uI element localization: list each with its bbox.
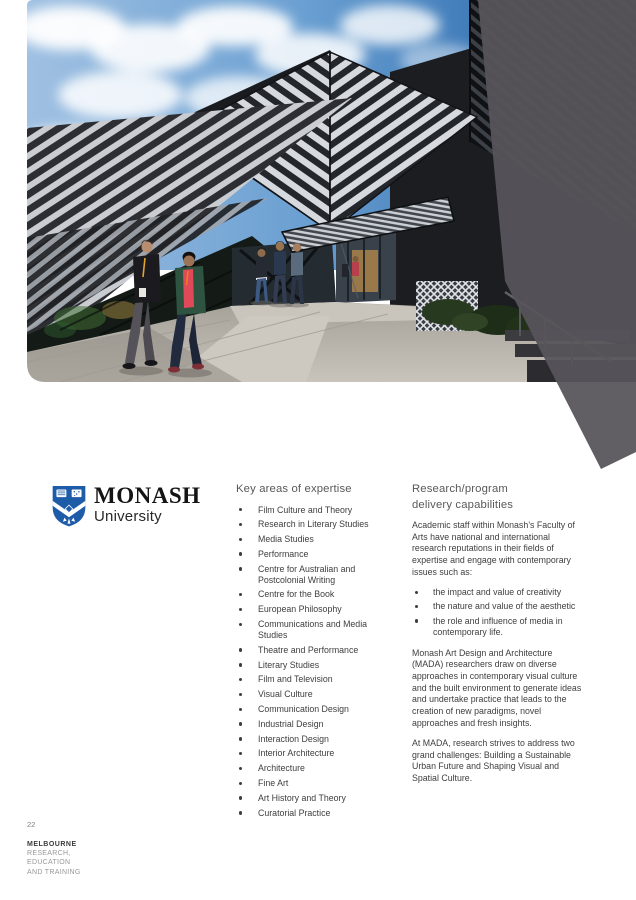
list-item: Theatre and Performance (236, 645, 390, 656)
list-item: Communication Design (236, 704, 390, 715)
list-item: Visual Culture (236, 689, 390, 700)
list-item: the role and influence of media in contemporary life. (412, 616, 582, 639)
research-para-mada: Monash Art Design and Architecture (MADA) researchers draw on diverse approaches in contemporary visual culture and the built environment to generate ideas and undertake practice that leads to the creation of new paradigms, novel approaches and fresh insights. (412, 647, 582, 728)
list-item: Film Culture and Theory (236, 505, 390, 516)
research-intro: Academic staff within Monash’s Faculty of Arts have national and international research reputations in their fields of expertise and engage with contemporary issues such as: (412, 520, 575, 577)
research-heading-line2: delivery capabilities (412, 498, 514, 511)
key-areas-heading: Key areas of expertise (236, 483, 352, 495)
list-item: Media Studies (236, 534, 390, 545)
list-item: Art History and Theory (236, 793, 390, 804)
logo-subtitle: University (94, 508, 162, 525)
monash-wordmark (94, 484, 201, 525)
footer-block (27, 840, 81, 877)
monash-shield-icon (50, 484, 88, 528)
research-para-challenges: At MADA, research strives to address two grand challenges: Building a Sustainable Urban Future and Shaping Visual and Spatial Culture. (412, 738, 575, 784)
list-item: the impact and value of creativity (412, 587, 582, 598)
list-item: Communications and Media Studies (236, 619, 390, 641)
key-areas-column (236, 482, 390, 822)
distant-person-dark (342, 264, 348, 277)
footer-line: RESEARCH, (27, 850, 71, 858)
research-bullets (412, 587, 582, 639)
list-item: the nature and value of the aesthetic (412, 601, 582, 612)
page-number: 22 (27, 820, 36, 829)
list-item: European Philosophy (236, 604, 390, 615)
angular-overlay-shard (478, 0, 636, 469)
footer-location: MELBOURNE (27, 841, 77, 848)
list-item: Centre for Australian and Postcolonial Writing (236, 564, 390, 586)
footer-line: EDUCATION (27, 859, 71, 867)
list-item: Performance (236, 549, 390, 560)
research-column (412, 482, 582, 793)
distant-person-red (352, 262, 359, 276)
list-item: Curatorial Practice (236, 808, 390, 819)
monash-logo (50, 484, 201, 528)
footer-line: AND TRAINING (27, 868, 81, 876)
list-item: Centre for the Book (236, 589, 390, 600)
list-item: Fine Art (236, 778, 390, 789)
logo-name: MONASH (94, 483, 201, 508)
research-heading (412, 482, 582, 513)
research-heading-line1: Research/program (412, 483, 508, 495)
list-item: Architecture (236, 763, 390, 774)
list-item: Research in Literary Studies (236, 519, 390, 530)
list-item: Industrial Design (236, 719, 390, 730)
list-item: Film and Television (236, 674, 390, 685)
key-areas-list (236, 505, 390, 819)
list-item: Interaction Design (236, 734, 390, 745)
list-item: Interior Architecture (236, 748, 390, 759)
list-item: Literary Studies (236, 660, 390, 671)
